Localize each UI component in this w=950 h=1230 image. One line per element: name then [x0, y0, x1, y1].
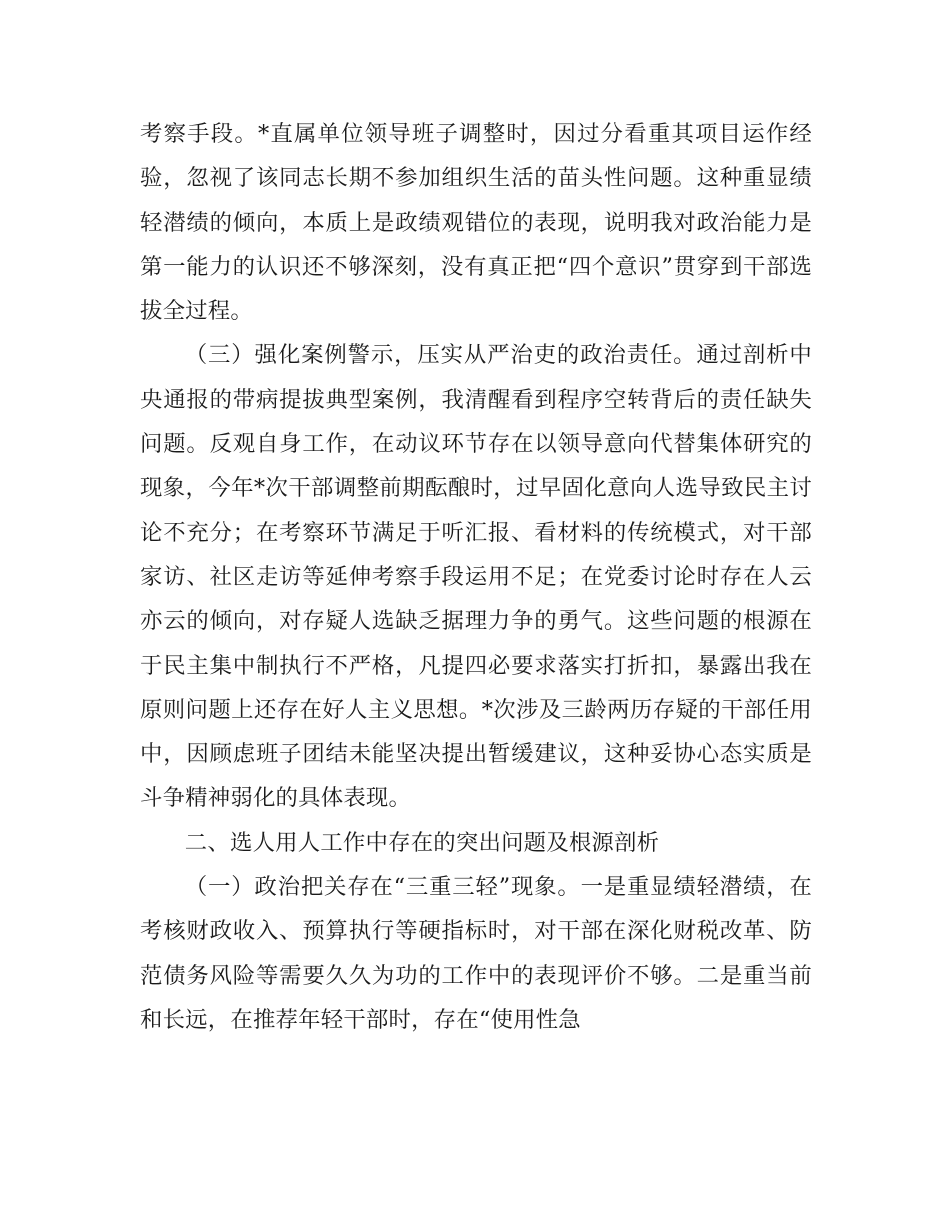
paragraph-subsection-one: （一）政治把关存在“三重三轻”现象。一是重显绩轻潜绩，在考核财政收入、预算执行等硬指标时，对干部在深化财税改革、防范债务风险等需要久久为功的工作中的表现评价不够。二是重当前和长远，在推荐年轻干部时，存在“使用性急: [140, 874, 812, 1033]
paragraph-section-three: （三）强化案例警示，压实从严治吏的政治责任。通过剖析中央通报的带病提拔典型案例，我清醒看到程序空转背后的责任缺失问题。反观自身工作，在动议环节存在以领导意向代替集体研究的现象，今年*次干部调整前期酝酿时，过早固化意向人选导致民主讨论不充分；在考察环节满足于听汇报、看材料的传统模式，对干部家访、社区走访等延伸考察手段运用不足；在党委讨论时存在人云亦云的倾向，对存疑人选缺乏据理力争的勇气。这些问题的根源在于民主集中制执行不严格，凡提四必要求落实打折扣，暴露出我在原则问题上还存在好人主义思想。*次涉及三龄两历存疑的干部任用中，因顾虑班子团结未能坚决提出暂缓建议，这种妥协心态实质是斗争精神弱化的具体表现。: [140, 342, 812, 812]
paragraph-continuation: 考察手段。*直属单位领导班子调整时，因过分看重其项目运作经验，忽视了该同志长期不参加组织生活的苗头性问题。这种重显绩轻潜绩的倾向，本质上是政绩观错位的表现，说明我对政治能力是第一能力的认识还不够深刻，没有真正把“四个意识”贯穿到干部选拔全过程。: [140, 121, 812, 325]
document-body: [140, 112, 812, 1042]
section-heading-two: 二、选人用人工作中存在的突出问题及根源剖析: [184, 829, 660, 856]
